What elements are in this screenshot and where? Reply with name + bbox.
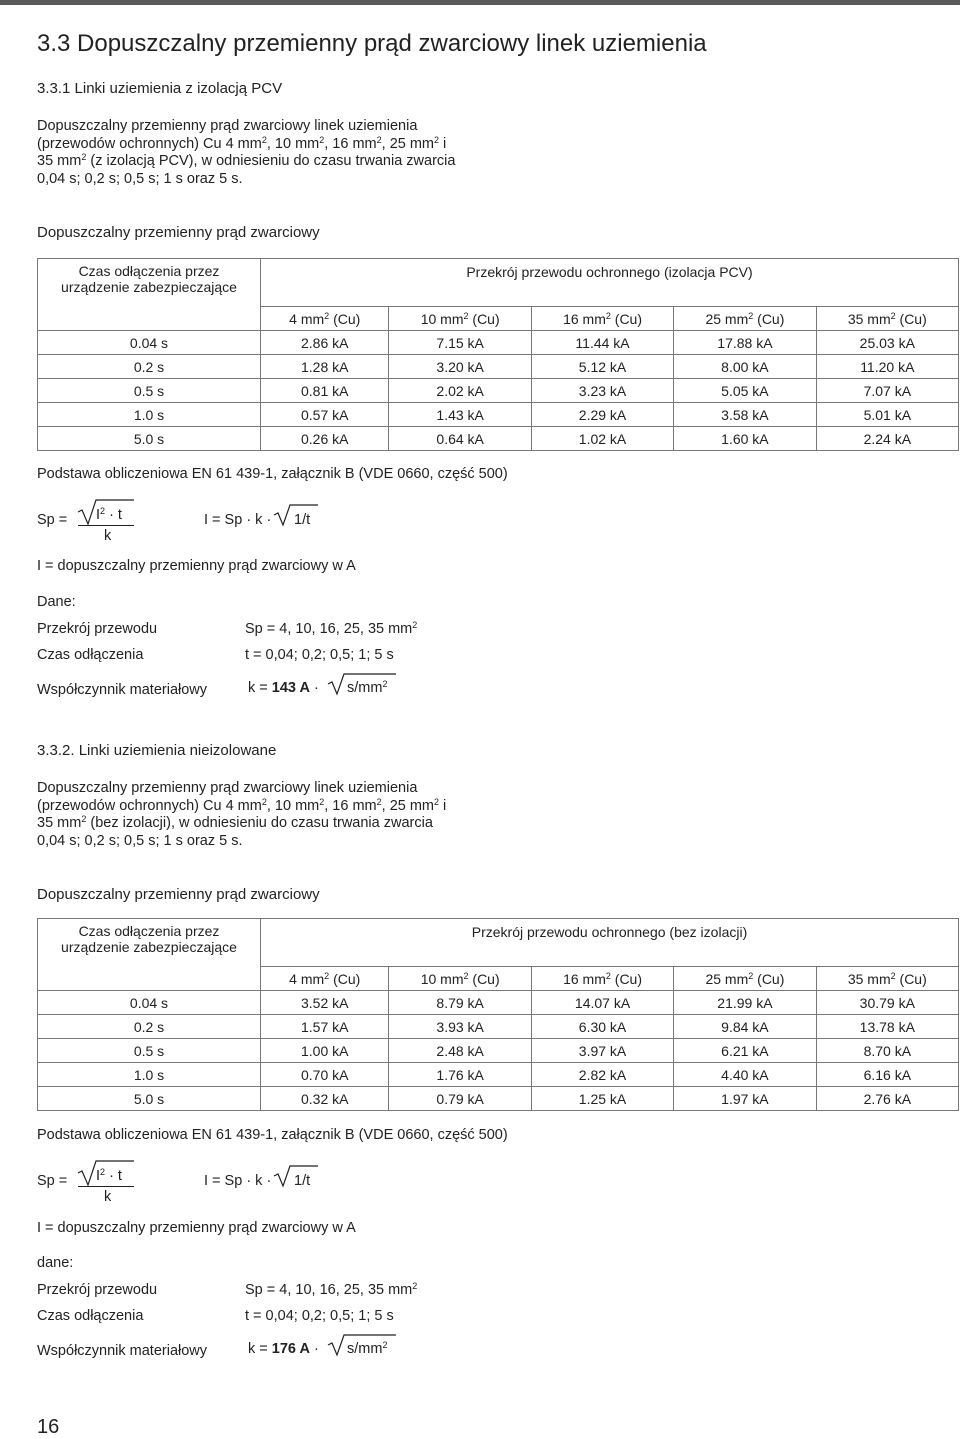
table-row bbox=[38, 1087, 959, 1111]
formula-denominator: k bbox=[104, 1189, 112, 1205]
current-cell: 4.40 kA bbox=[674, 1063, 816, 1087]
para-line: Dopuszczalny przemienny prąd zwarciowy linek uziemienia bbox=[37, 780, 418, 796]
time-cell: 0.2 s bbox=[38, 1015, 261, 1039]
page-number: 16 bbox=[37, 1416, 60, 1438]
current-cell: 2.86 kA bbox=[261, 331, 389, 355]
formula-current: I = Sp · k · bbox=[204, 1173, 272, 1189]
current-cell: 2.82 kA bbox=[531, 1063, 673, 1087]
current-cell: 17.88 kA bbox=[674, 331, 816, 355]
formula-root-term: 1/t bbox=[294, 512, 311, 528]
header-cell-group: Przekrój przewodu ochronnego (bez izolacji) bbox=[261, 919, 959, 967]
header-cell-col: 25 $mm^2$ (Cu) bbox=[674, 307, 816, 331]
given-value: Sp = 4, 10, 16, 25, 35 $mm^2$ bbox=[245, 620, 418, 637]
current-cell: 3.20 kA bbox=[389, 355, 531, 379]
para-line: 35 $mm^2$ (z izolacją PCV), w odniesieniu do czasu trwania zwarcia bbox=[37, 152, 456, 169]
formula-root-term: 1/t bbox=[294, 1173, 311, 1189]
formula-current: I = Sp · k · bbox=[204, 512, 272, 528]
time-cell: 1.0 s bbox=[38, 403, 261, 427]
current-definition-pcv: I = dopuszczalny przemienny prąd zwarciowy w A bbox=[37, 558, 356, 574]
header-cell-group: Przekrój przewodu ochronnego (izolacja PCV) bbox=[261, 259, 959, 307]
para-line: 0,04 s; 0,2 s; 0,5 s; 1 s oraz 5 s. bbox=[37, 832, 243, 849]
current-cell: 2.02 kA bbox=[389, 379, 531, 403]
current-cell: 3.93 kA bbox=[389, 1015, 531, 1039]
current-cell: 1.57 kA bbox=[261, 1015, 389, 1039]
current-cell: 5.05 kA bbox=[674, 379, 816, 403]
header-cell-col: 10 $mm^2$ (Cu) bbox=[389, 967, 531, 991]
given-label: Czas odłączenia bbox=[37, 647, 144, 663]
time-cell: 0.5 s bbox=[38, 379, 261, 403]
table-row bbox=[38, 379, 959, 403]
current-cell: 8.79 kA bbox=[389, 991, 531, 1015]
time-cell: 1.0 s bbox=[38, 1063, 261, 1087]
current-cell: 13.78 kA bbox=[816, 1015, 958, 1039]
current-cell: 0.70 kA bbox=[261, 1063, 389, 1087]
time-cell: 0.5 s bbox=[38, 1039, 261, 1063]
header-cell-time: Czas odłączenia przez urządzenie zabezpieczające bbox=[38, 919, 261, 991]
table-row bbox=[38, 331, 959, 355]
current-cell: 2.24 kA bbox=[816, 427, 958, 451]
intro-paragraph-pcv bbox=[37, 118, 517, 188]
intro-paragraph-bare bbox=[37, 780, 517, 850]
current-cell: 2.76 kA bbox=[816, 1087, 958, 1111]
header-cell-col: 4 $mm^2$ (Cu) bbox=[261, 307, 389, 331]
current-cell: 11.20 kA bbox=[816, 355, 958, 379]
current-cell: 30.79 kA bbox=[816, 991, 958, 1015]
header-cell-col: 35 $mm^2$ (Cu) bbox=[816, 967, 958, 991]
formula-numerator: $I^2 \cdot t$ bbox=[96, 1167, 122, 1184]
header-cell-time: Czas odłączenia przez urządzenie zabezpieczające bbox=[38, 259, 261, 331]
section-heading-bare: 3.3.2. Linki uziemienia nieizolowane bbox=[37, 742, 277, 759]
current-cell: 0.32 kA bbox=[261, 1087, 389, 1111]
table-row bbox=[38, 403, 959, 427]
time-cell: 0.04 s bbox=[38, 331, 261, 355]
given-label: Przekrój przewodu bbox=[37, 1282, 158, 1298]
current-cell: 3.52 kA bbox=[261, 991, 389, 1015]
current-cell: 3.58 kA bbox=[674, 403, 816, 427]
current-definition-bare: I = dopuszczalny przemienny prąd zwarciowy w A bbox=[37, 1220, 356, 1236]
current-cell: 0.79 kA bbox=[389, 1087, 531, 1111]
given-value: Sp = 4, 10, 16, 25, 35 $mm^2$ bbox=[245, 1281, 418, 1298]
time-cell: 0.04 s bbox=[38, 991, 261, 1015]
current-cell: 9.84 kA bbox=[674, 1015, 816, 1039]
given-value: t = 0,04; 0,2; 0,5; 1; 5 s bbox=[245, 1308, 394, 1324]
table-row bbox=[38, 991, 959, 1015]
given-label: Przekrój przewodu bbox=[37, 621, 158, 637]
table-row bbox=[38, 1063, 959, 1087]
current-cell: 8.00 kA bbox=[674, 355, 816, 379]
current-cell: 11.44 kA bbox=[531, 331, 673, 355]
table-title-pcv: Dopuszczalny przemienny prąd zwarciowy bbox=[37, 224, 320, 241]
current-cell: 6.16 kA bbox=[816, 1063, 958, 1087]
current-cell: 0.26 kA bbox=[261, 427, 389, 451]
table-row bbox=[38, 1039, 959, 1063]
current-cell: 1.25 kA bbox=[531, 1087, 673, 1111]
given-label-bare: dane: bbox=[37, 1255, 74, 1271]
para-line: 0,04 s; 0,2 s; 0,5 s; 1 s oraz 5 s. bbox=[37, 170, 243, 187]
calculation-basis-pcv: Podstawa obliczeniowa EN 61 439-1, załącznik B (VDE 0660, część 500) bbox=[37, 466, 508, 482]
table-row bbox=[38, 1015, 959, 1039]
current-cell: 1.00 kA bbox=[261, 1039, 389, 1063]
current-cell: 6.30 kA bbox=[531, 1015, 673, 1039]
fraction-bar bbox=[78, 525, 134, 526]
section-heading-pcv: 3.3.1 Linki uziemienia z izolacją PCV bbox=[37, 80, 283, 97]
header-cell-col: 16 $mm^2$ (Cu) bbox=[531, 307, 673, 331]
current-table-bare bbox=[37, 918, 959, 1111]
current-cell: 0.64 kA bbox=[389, 427, 531, 451]
current-cell: 0.81 kA bbox=[261, 379, 389, 403]
fraction-bar bbox=[78, 1186, 134, 1187]
current-cell: 1.02 kA bbox=[531, 427, 673, 451]
table-row bbox=[38, 427, 959, 451]
para-line: Dopuszczalny przemienny prąd zwarciowy linek uziemienia bbox=[37, 118, 418, 134]
material-factor-root: $s/mm^2$ bbox=[347, 1340, 388, 1357]
current-cell: 0.57 kA bbox=[261, 403, 389, 427]
header-cell-col: 25 $mm^2$ (Cu) bbox=[674, 967, 816, 991]
time-cell: 5.0 s bbox=[38, 1087, 261, 1111]
time-cell: 5.0 s bbox=[38, 427, 261, 451]
formula-sp-label: Sp = bbox=[37, 512, 68, 528]
current-cell: 1.43 kA bbox=[389, 403, 531, 427]
current-cell: 14.07 kA bbox=[531, 991, 673, 1015]
table-row bbox=[38, 355, 959, 379]
table-title-bare: Dopuszczalny przemienny prąd zwarciowy bbox=[37, 886, 320, 903]
time-cell: 0.2 s bbox=[38, 355, 261, 379]
current-cell: 1.97 kA bbox=[674, 1087, 816, 1111]
current-cell: 8.70 kA bbox=[816, 1039, 958, 1063]
current-cell: 2.29 kA bbox=[531, 403, 673, 427]
material-factor-root: $s/mm^2$ bbox=[347, 679, 388, 696]
current-cell: 2.48 kA bbox=[389, 1039, 531, 1063]
given-label: Współczynnik materiałowy bbox=[37, 682, 208, 698]
current-cell: 21.99 kA bbox=[674, 991, 816, 1015]
header-cell-col: 10 $mm^2$ (Cu) bbox=[389, 307, 531, 331]
header-cell-col: 4 $mm^2$ (Cu) bbox=[261, 967, 389, 991]
current-cell: 3.23 kA bbox=[531, 379, 673, 403]
current-cell: 25.03 kA bbox=[816, 331, 958, 355]
current-cell: 5.12 kA bbox=[531, 355, 673, 379]
calculation-basis-bare: Podstawa obliczeniowa EN 61 439-1, załącznik B (VDE 0660, część 500) bbox=[37, 1127, 508, 1143]
material-factor: k = 176 A · bbox=[248, 1341, 319, 1357]
top-rule bbox=[0, 0, 960, 5]
current-table-pcv bbox=[37, 258, 959, 451]
current-cell: 1.76 kA bbox=[389, 1063, 531, 1087]
given-value: t = 0,04; 0,2; 0,5; 1; 5 s bbox=[245, 647, 394, 663]
current-cell: 6.21 kA bbox=[674, 1039, 816, 1063]
page-title: 3.3 Dopuszczalny przemienny prąd zwarciowy linek uziemienia bbox=[37, 30, 707, 57]
current-cell: 1.28 kA bbox=[261, 355, 389, 379]
given-label: Współczynnik materiałowy bbox=[37, 1343, 208, 1359]
current-cell: 7.07 kA bbox=[816, 379, 958, 403]
para-line: (przewodów ochronnych) Cu 4 $mm^2$, 10 $mm^2$, 16 $mm^2$, 25 $mm^2$ i bbox=[37, 796, 447, 814]
material-factor: k = 143 A · bbox=[248, 680, 319, 696]
header-cell-col: 35 $mm^2$ (Cu) bbox=[816, 307, 958, 331]
current-cell: 3.97 kA bbox=[531, 1039, 673, 1063]
formula-sp-label: Sp = bbox=[37, 1173, 68, 1189]
given-label-pcv: Dane: bbox=[37, 594, 76, 610]
header-cell-col: 16 $mm^2$ (Cu) bbox=[531, 967, 673, 991]
current-cell: 1.60 kA bbox=[674, 427, 816, 451]
para-line: 35 $mm^2$ (bez izolacji), w odniesieniu do czasu trwania zwarcia bbox=[37, 814, 433, 831]
given-label: Czas odłączenia bbox=[37, 1308, 144, 1324]
formula-denominator: k bbox=[104, 528, 112, 544]
current-cell: 5.01 kA bbox=[816, 403, 958, 427]
current-cell: 7.15 kA bbox=[389, 331, 531, 355]
formula-numerator: $I^2 \cdot t$ bbox=[96, 506, 122, 523]
para-line: (przewodów ochronnych) Cu 4 $mm^2$, 10 $mm^2$, 16 $mm^2$, 25 $mm^2$ i bbox=[37, 134, 447, 152]
